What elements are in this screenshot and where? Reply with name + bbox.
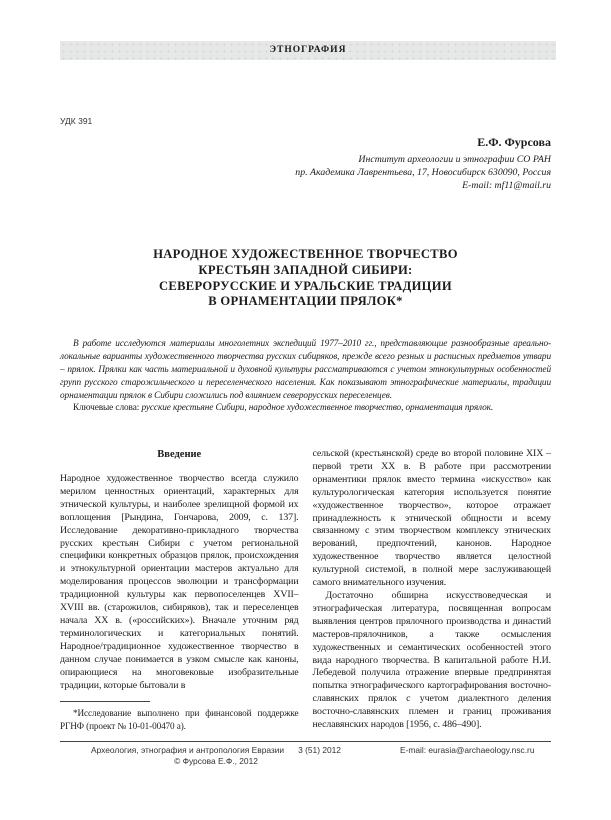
right-paragraph-1: сельской (крестьянской) среде во второй половине XIX – первой трети XX в. В работе при рассмотрении орнаментики прялок вместо термина «искусство» как культурологическая категория используется понятие «художественное творчество», которое отражает принадлежность к этнической общности и всему связанному с этим творчеством комплексу этнических верований, предпочтений, канонов. Народное художественное творчество является целостной культурной системой, в полной мере заслуживающей самого внимательного изучения.	[312, 448, 551, 589]
footer	[60, 741, 551, 766]
section-header-bar	[60, 41, 556, 60]
footnote	[60, 701, 299, 732]
footer-copyright: © Фурсова Е.Ф., 2012	[174, 755, 258, 766]
footer-journal-title: Археология, этнография и антропология Евразии	[91, 745, 285, 755]
footer-journal-line	[60, 745, 372, 756]
left-column	[60, 448, 299, 740]
abstract-text: В работе исследуются материалы многолетних экспедиций 1977–2010 гг., представляющие разнообразные ареально-локальные варианты художественного творчества русских сибиряков, прежде всего резных и расписных предметов утвари – прялок. Прялки как часть материальной и духовной культуры рассматриваются с учетом этнокультурных особенностей групп русского старожильческого и переселенческого населения. Как показывают этнографические материалы, традиции орнаментации прялок в Сибири сложились под влиянием северорусских переселенцев.	[60, 339, 551, 402]
footer-issue: 3 (51) 2012	[298, 745, 341, 755]
author-affiliation: Институт археологии и этнографии СО РАН	[358, 154, 551, 165]
body-columns	[60, 448, 551, 740]
footnote-rule	[60, 701, 150, 702]
title-line-2: КРЕСТЬЯН ЗАПАДНОЙ СИБИРИ:	[198, 262, 413, 277]
footer-left-block	[60, 745, 372, 766]
author-name: Е.Ф. Фурсова	[477, 135, 551, 149]
udk-label: УДК 391	[60, 116, 93, 126]
intro-heading: Введение	[157, 449, 202, 460]
keywords-label: Ключевые слова:	[73, 403, 140, 413]
right-column	[313, 448, 552, 740]
footnote-text: *Исследование выполнено при финансовой поддержке РГНФ (проект № 10-01-00470 а).	[60, 708, 299, 731]
section-header-label: ЭТНОГРАФИЯ	[269, 45, 347, 55]
author-email: E-mail: mf11@mail.ru	[462, 180, 551, 191]
keywords-text: русские крестьяне Сибири, народное художественное творчество, орнаментация прялок.	[139, 403, 494, 413]
title-line-4: В ОРНАМЕНТАЦИИ ПРЯЛОК*	[208, 294, 403, 309]
title-line-1: НАРОДНОЕ ХУДОЖЕСТВЕННОЕ ТВОРЧЕСТВО	[153, 247, 458, 261]
title-line-3: СЕВЕРОРУССКИЕ И УРАЛЬСКИЕ ТРАДИЦИИ	[159, 278, 452, 293]
right-paragraph-2: Достаточно обширна искусствоведческая и этнографическая литература, посвященная вопросам выявления центров прялочного производства и династий мастеров-прялочников, а также осмысления художественных и семантических особенностей этого вида народного творчества. В капитальной работе Н.И. Лебедевой получила отражение впервые предпринятая попытка этнографического картографирования восточно-славянских прялок с учетом диалектного деления восточно-славянских племен и границ проживания неславянских народов [1956, с. 486–490].	[312, 589, 551, 731]
author-address: пр. Академика Лаврентьева, 17, Новосибирск 630090, Россия	[295, 167, 551, 178]
article-title	[60, 247, 551, 310]
left-paragraph: Народное художественное творчество всегда служило мерилом ценностных ориентаций, характерных для этнической культуры, и наиболее зрелищной формой их воплощения [Рындина, Гончарова, 2009, с. 137]. Исследование декоративно-прикладного творчества русских крестьян Сибири с учетом региональной специфики конкретных образцов прялок, происхождения и этнокультурной ориентации мастеров актуально для моделирования процессов эволюции и трансформации традиционной культуры как первопоселенцев XVII–XVIII вв. (старожилов, сибиряков), так и переселенцев начала XX в. («российских»). Вначале уточним ряд терминологических и категориальных понятий. Народное/традиционное художественное творчество в данном случае понимается в узком смысле как каноны, опирающиеся на многовековые изобразительные традиции, которые бытовали в	[60, 473, 299, 691]
author-block	[295, 135, 551, 192]
footer-email: E-mail: eurasia@archaeology.nsc.ru	[400, 745, 535, 755]
keywords-line	[60, 403, 551, 413]
